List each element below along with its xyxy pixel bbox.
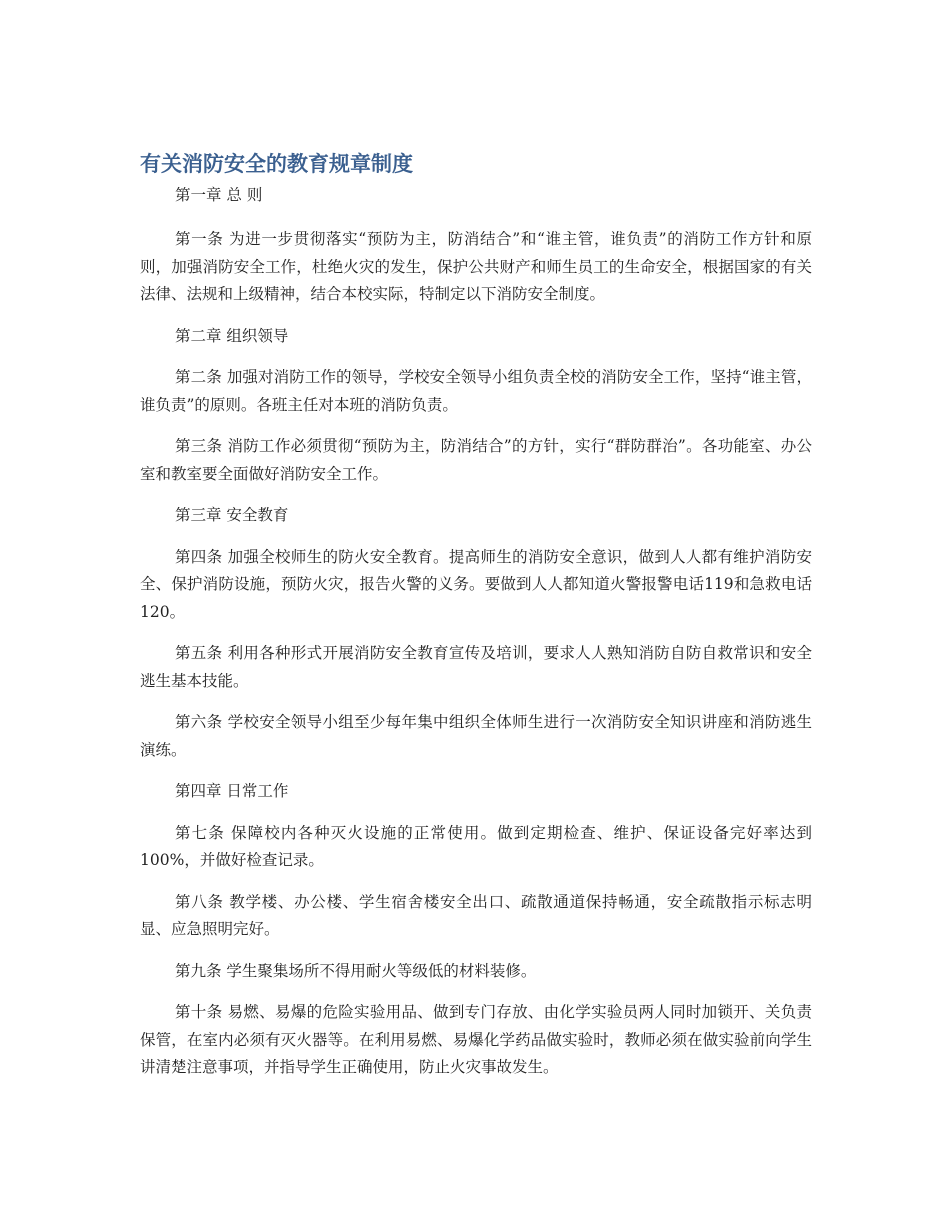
document-body <box>140 148 812 1096</box>
article-9: 第九条 学生聚集场所不得用耐火等级低的材料装修。 <box>175 961 537 980</box>
article-7: 第七条 保障校内各种灭火设施的正常使用。做到定期检查、维护、保证设备完好率达到100%，并做好检查记录。 <box>140 823 812 869</box>
article-10: 第十条 易燃、易爆的危险实验用品、做到专门存放、由化学实验员两人同时加锁开、关负责保管，在室内必须有灭火器等。在利用易燃、易爆化学药品做实验时，教师必须在做实验前向学生讲清楚注意事项，并指导学生正确使用，防止火灾事故发生。 <box>140 1003 812 1076</box>
article-4: 第四条 加强全校师生的防火安全教育。提高师生的消防安全意识，做到人人都有维护消防安全、保护消防设施，预防火灾，报告火警的义务。要做到人人都知道火警报警电话119和急救电话120。 <box>140 547 812 621</box>
article-5: 第五条 利用各种形式开展消防安全教育宣传及培训，要求人人熟知消防自防自救常识和安全逃生基本技能。 <box>140 644 812 690</box>
article-8: 第八条 教学楼、办公楼、学生宿舍楼安全出口、疏散通道保持畅通，安全疏散指示标志明显、应急照明完好。 <box>140 892 812 938</box>
document-title: 有关消防安全的教育规章制度 <box>140 152 413 176</box>
chapter-heading-2: 第二章 组织领导 <box>175 326 289 345</box>
article-6: 第六条 学校安全领导小组至少每年集中组织全体师生进行一次消防安全知识讲座和消防逃生演练。 <box>140 713 812 759</box>
chapter-heading-1: 第一章 总 则 <box>175 186 263 204</box>
chapter-heading-3: 第三章 安全教育 <box>175 506 289 524</box>
chapter-heading-4: 第四章 日常工作 <box>175 782 289 800</box>
article-2: 第二条 加强对消防工作的领导，学校安全领导小组负责全校的消防安全工作，坚持“谁主管，谁负责”的原则。各班主任对本班的消防负责。 <box>140 368 812 414</box>
article-3: 第三条 消防工作必须贯彻“预防为主，防消结合”的方针，实行“群防群治”。各功能室、办公室和教室要全面做好消防安全工作。 <box>140 437 812 483</box>
article-1: 第一条 为进一步贯彻落实“预防为主，防消结合”和“谁主管，谁负责”的消防工作方针和原则，加强消防安全工作，杜绝火灾的发生，保护公共财产和师生员工的生命安全，根据国家的有关法律、法规和上级精神，结合本校实际，特制定以下消防安全制度。 <box>140 230 812 303</box>
